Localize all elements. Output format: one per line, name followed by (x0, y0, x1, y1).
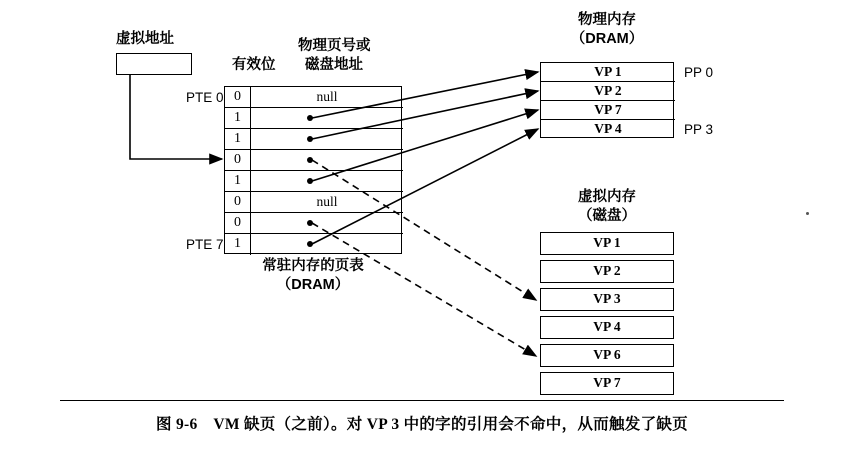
pte-pointer-dot (307, 157, 313, 163)
page-table-caption-line2: （DRAM） (276, 277, 350, 293)
pte-valid-bit: 0 (225, 213, 251, 233)
page-table (224, 86, 402, 254)
physical-memory-block (540, 62, 674, 138)
virtual-memory-row: VP 2 (540, 260, 674, 283)
virtual-address-box (116, 53, 192, 75)
table-row (225, 234, 403, 255)
virtual-memory-row: VP 4 (540, 316, 674, 339)
pte-valid-bit: 0 (225, 150, 251, 170)
physical-memory-row: VP 4 (594, 121, 622, 136)
virtual-memory-label-line1: 虚拟内存 (578, 189, 636, 205)
table-row (225, 129, 403, 150)
pte-address: null (316, 194, 338, 209)
pte-address (251, 150, 403, 170)
caption-divider (60, 400, 784, 401)
pte-address (251, 213, 403, 233)
table-row (225, 171, 403, 192)
pte-address (251, 108, 403, 128)
figure-caption: 图 9-6 VM 缺页（之前）。对 VP 3 中的字的引用会不命中，从而触发了缺页 (156, 416, 688, 433)
table-row (225, 150, 403, 171)
pte-pointer-dot (307, 178, 313, 184)
pte-valid-bit: 0 (225, 192, 251, 212)
physical-memory-label-line1: 物理内存 (578, 12, 636, 28)
page-speck (806, 212, 809, 215)
virtual-memory-row: VP 6 (540, 344, 674, 367)
pp-first-label: PP 0 (684, 65, 714, 80)
pp-last-label: PP 3 (684, 122, 714, 137)
page-table-caption-line1: 常驻内存的页表 (262, 258, 364, 274)
pte-last-label: PTE 7 (186, 237, 224, 252)
pte-valid-bit: 1 (225, 171, 251, 191)
phys-page-or-disk-label-line2: 磁盘地址 (305, 57, 363, 73)
pte-pointer-dot (307, 241, 313, 247)
pte-pointer-dot (307, 220, 313, 226)
table-row (225, 213, 403, 234)
virtual-memory-row: VP 1 (540, 232, 674, 255)
table-row (225, 192, 403, 213)
pte-address (251, 129, 403, 149)
pte-pointer-dot (307, 115, 313, 121)
virtual-memory-label-line2: （磁盘） (578, 208, 636, 224)
pte-pointer-dot (307, 136, 313, 142)
phys-page-or-disk-label-line1: 物理页号或 (298, 38, 371, 54)
virtual-memory-row: VP 3 (540, 288, 674, 311)
table-row (225, 108, 403, 129)
pte-address (251, 171, 403, 191)
valid-bit-label: 有效位 (232, 57, 276, 73)
pte-address (251, 234, 403, 255)
physical-memory-row: VP 1 (541, 63, 675, 82)
pte-valid-bit: 1 (225, 129, 251, 149)
pte-valid-bit: 0 (225, 87, 251, 107)
pte-address: null (316, 89, 338, 104)
pte-valid-bit: 1 (225, 234, 251, 255)
virtual-memory-row: VP 7 (540, 372, 674, 395)
pte-first-label: PTE 0 (186, 90, 224, 105)
table-row (225, 87, 403, 108)
pte-valid-bit: 1 (225, 108, 251, 128)
physical-memory-row: VP 2 (541, 82, 675, 101)
physical-memory-row: VP 7 (541, 101, 675, 120)
virtual-address-label: 虚拟地址 (116, 31, 174, 47)
physical-memory-label-line2: （DRAM） (570, 31, 644, 47)
